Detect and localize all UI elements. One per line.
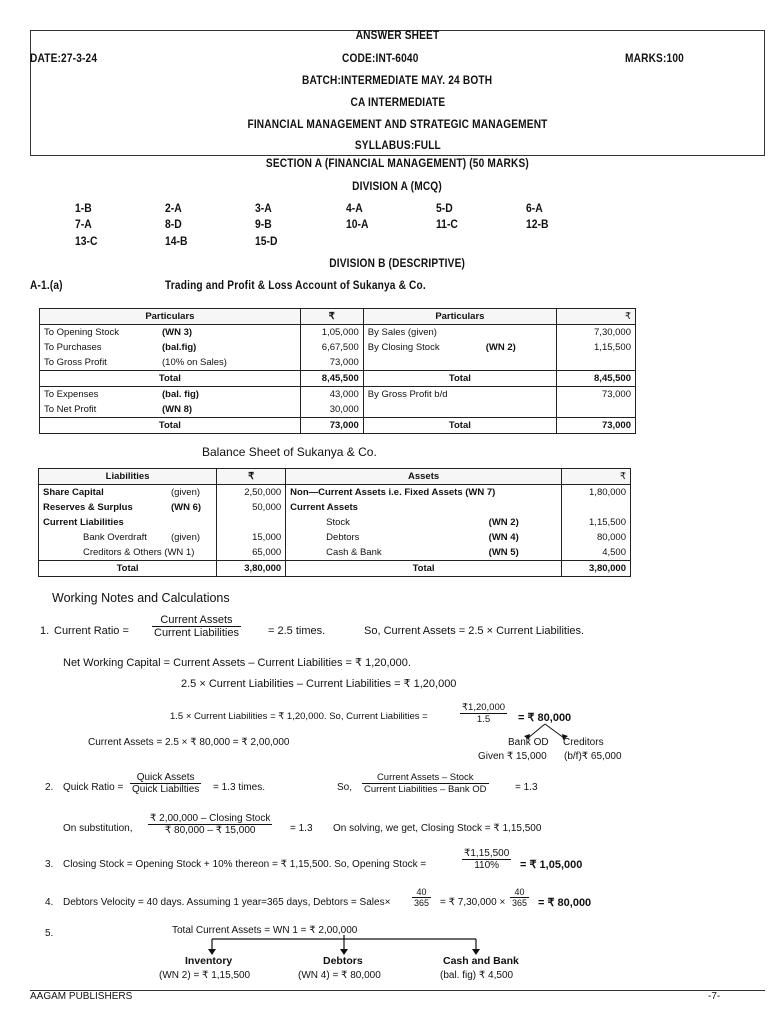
th-rupee: ₹ <box>557 309 636 325</box>
mcq-answer: 13-C <box>75 236 98 248</box>
mcq-answer: 10-A <box>346 219 369 231</box>
quick-ratio-value: = 1.3 times. <box>213 782 265 793</box>
wn-number: 4. <box>45 897 54 908</box>
inventory-value: (WN 2) = ₹ 1,15,500 <box>159 970 251 981</box>
bank-od-given: Given ₹ 15,000 <box>478 751 547 762</box>
bank-od-label: Bank OD <box>508 737 549 748</box>
balance-sheet-table <box>38 468 631 577</box>
current-ratio-so: So, Current Assets = 2.5 × Current Liabilities. <box>364 625 585 637</box>
table-row: Current Liabilities Stock (WN 2) 1,15,500 <box>39 515 631 530</box>
mcq-answer: 5-D <box>436 203 453 215</box>
mcq-answer: 2-A <box>165 203 182 215</box>
inventory-label: Inventory <box>185 955 233 967</box>
net-working-capital-2: 2.5 × Current Liabilities – Current Liabilities = ₹ 1,20,000 <box>181 678 457 690</box>
wn-number: 3. <box>45 859 54 870</box>
debtors-fraction: $\frac{40}{365}$ <box>414 887 430 908</box>
table-row: Share Capital (given) 2,50,000 Non—Current Assets i.e. Fixed Assets (WN 7) 1,80,000 <box>39 485 631 501</box>
opening-stock-result: = ₹ 1,05,000 <box>520 859 583 871</box>
substitution-label: On substitution, <box>63 823 133 834</box>
current-ratio-label: Current Ratio = <box>54 625 129 637</box>
total-row: Total 73,000 Total 73,000 <box>40 418 636 434</box>
quick-ratio-fraction: $\frac{\text{Quick Assets}}{\text{Quick Liabilties}}$ <box>132 772 200 795</box>
cash-bank-value: (bal. fig) ₹ 4,500 <box>440 970 514 981</box>
debtors-velocity-line: Debtors Velocity = 40 days. Assuming 1 year=365 days, Debtors = Sales× <box>63 897 391 908</box>
debtors-result: = ₹ 80,000 <box>538 897 592 909</box>
trading-title: Trading and Profit & Loss Account of Sukanya & Co. <box>165 280 426 292</box>
total-current-assets: Total Current Assets = WN 1 = ₹ 2,00,000 <box>172 925 358 936</box>
net-working-capital: Net Working Capital = Current Assets – Current Liabilities = ₹ 1,20,000. <box>63 657 411 669</box>
th-particulars: Particulars <box>40 309 301 325</box>
creditors-bf: (b/f)₹ 65,000 <box>564 751 622 762</box>
th-rupee: ₹ <box>300 309 363 325</box>
header-box <box>30 30 765 156</box>
header-syllabus: SYLLABUS:FULL <box>354 140 441 152</box>
th-rupee: ₹ <box>562 469 631 485</box>
table-row: To Net Profit (WN 8) 30,000 <box>40 402 636 418</box>
substitution-fraction: $\frac{\text{₹ 2,00,000 – Closing Stock}}{₹ 80,000 - ₹ 15,000}$ <box>150 813 271 836</box>
current-liabilities-result: = ₹ 80,000 <box>518 712 572 724</box>
creditors-label: Creditors <box>563 737 604 748</box>
table-row: To Purchases (bal.fig) 6,67,500 By Closing Stock (WN 2) 1,15,500 <box>40 340 636 355</box>
substitution-value: = 1.3 <box>290 823 313 834</box>
current-assets-line: Current Assets = 2.5 × ₹ 80,000 = ₹ 2,00,000 <box>88 737 290 748</box>
opening-stock-line: Closing Stock = Opening Stock + 10% thereon = ₹ 1,15,500. So, Opening Stock = <box>63 859 427 870</box>
debtors-value: (WN 4) = ₹ 80,000 <box>298 970 381 981</box>
current-liabilities-fraction: $\frac{₹1,20,000}{1.5}$ <box>462 702 506 725</box>
mcq-answer: 14-B <box>165 236 188 248</box>
header-batch: BATCH:INTERMEDIATE MAY. 24 BOTH <box>302 75 493 87</box>
header-subject: FINANCIAL MANAGEMENT AND STRATEGIC MANAGEMENT <box>247 119 548 131</box>
mcq-answer: 9-B <box>255 219 272 231</box>
working-notes-title: Working Notes and Calculations <box>52 591 230 605</box>
quick-ratio-so: So, <box>337 782 353 793</box>
wn-number: 5. <box>45 928 54 939</box>
mcq-answer: 7-A <box>75 219 92 231</box>
trading-account-table <box>39 308 636 434</box>
current-ratio-value: = 2.5 times. <box>268 625 326 637</box>
solving-line: On solving, we get, Closing Stock = ₹ 1,15,500 <box>333 823 542 834</box>
th-assets: Assets <box>286 469 562 485</box>
mcq-answer: 6-A <box>526 203 543 215</box>
wn-number: 1. <box>40 625 50 637</box>
quick-ratio-fraction-2: $\frac{\text{Current Assets – Stock}}{\text{Current Liabilities – Bank OD}}$ <box>364 772 487 795</box>
th-particulars: Particulars <box>363 309 556 325</box>
mcq-answer: 1-B <box>75 203 92 215</box>
header-code: CODE:INT-6040 <box>342 53 419 65</box>
tree-connector <box>200 935 490 957</box>
debtors-label: Debtors <box>323 955 363 967</box>
mcq-answer: 8-D <box>165 219 182 231</box>
page-footer <box>30 990 765 991</box>
header-marks: MARKS:100 <box>625 53 684 65</box>
wn-number: 2. <box>45 782 54 793</box>
balance-sheet-title: Balance Sheet of Sukanya & Co. <box>202 445 377 459</box>
mcq-answer: 15-D <box>255 236 278 248</box>
th-rupee: ₹ <box>217 469 286 485</box>
division-a-title: DIVISION A (MCQ) <box>352 181 443 193</box>
current-liabilities-line: 1.5 × Current Liabilities = ₹ 1,20,000. So, Current Liabilities = <box>170 711 428 722</box>
header-title: ANSWER SHEET <box>355 30 440 42</box>
quick-ratio-label: Quick Ratio = <box>63 782 124 793</box>
debtors-mid: = ₹ 7,30,000 × <box>440 897 506 908</box>
publisher-name: AAGAM PUBLISHERS <box>30 991 133 1002</box>
question-label: A-1.(a) <box>30 280 63 292</box>
debtors-fraction-2: $\frac{40}{365}$ <box>512 887 528 908</box>
mcq-answer: 11-C <box>436 219 458 231</box>
header-date: DATE:27-3-24 <box>30 53 98 65</box>
total-row: Total 8,45,500 Total 8,45,500 <box>40 371 636 387</box>
division-b-title: DIVISION B (DESCRIPTIVE) <box>329 258 466 270</box>
section-a-title: SECTION A (FINANCIAL MANAGEMENT) (50 MARKS) <box>265 158 530 170</box>
cash-bank-label: Cash and Bank <box>443 955 519 967</box>
table-row: To Expenses (bal. fig) 43,000 By Gross Profit b/d 73,000 <box>40 387 636 403</box>
current-ratio-fraction: $\frac{\text{Current Assets}}{\text{Current Liabilities}}$ <box>154 614 239 639</box>
page-number: -7- <box>708 991 721 1002</box>
total-row: Total 3,80,000 Total 3,80,000 <box>39 561 631 577</box>
th-liabilities: Liabilities <box>39 469 217 485</box>
table-row: To Gross Profit (10% on Sales) 73,000 <box>40 355 636 371</box>
mcq-answer: 4-A <box>346 203 363 215</box>
table-row: To Opening Stock (WN 3) 1,05,000 By Sales (given) 7,30,000 <box>40 325 636 341</box>
mcq-answer: 12-B <box>526 219 549 231</box>
table-row: Creditors & Others (WN 1) 65,000 Cash & Bank (WN 5) 4,500 <box>39 545 631 561</box>
table-row: Bank Overdraft (given) 15,000 Debtors (WN 4) 80,000 <box>39 530 631 545</box>
table-row: Reserves & Surplus (WN 6) 50,000 Current Assets <box>39 500 631 515</box>
mcq-answer: 3-A <box>255 203 272 215</box>
header-course: CA INTERMEDIATE <box>350 97 445 109</box>
opening-stock-fraction: $\frac{₹1,15,500}{110\%}$ <box>464 848 510 871</box>
quick-ratio-value-2: = 1.3 <box>515 782 538 793</box>
